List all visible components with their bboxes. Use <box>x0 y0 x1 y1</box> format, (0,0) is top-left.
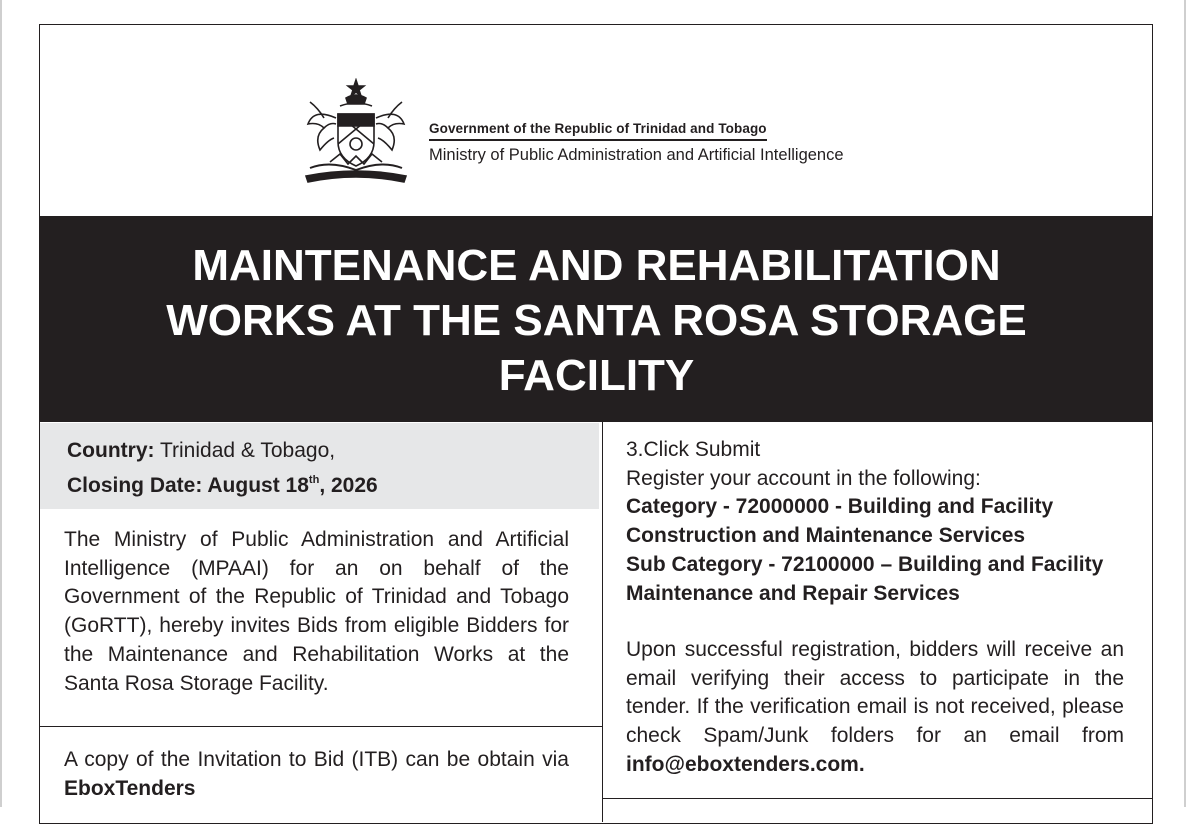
eboxtenders-link[interactable]: EboxTenders <box>64 776 196 800</box>
category-line-1: Category - 72000000 - Building and Facility <box>626 495 1054 519</box>
government-name: Government of the Republic of Trinidad and Tobago <box>429 121 767 141</box>
title-line-2: WORKS AT THE SANTA ROSA STORAGE <box>166 295 1027 345</box>
subcategory-line-2: Maintenance and Repair Services <box>626 581 960 605</box>
country-label: Country: <box>67 439 155 462</box>
page-edge <box>1184 0 1186 807</box>
title-band <box>40 216 1153 422</box>
closing-date-year: , 2026 <box>319 474 378 497</box>
register-intro: Register your account in the following: <box>626 466 981 490</box>
title-line-3: FACILITY <box>498 350 695 400</box>
closing-date-label: Closing Date: August 18 <box>67 474 309 497</box>
itb-text: A copy of the Invitation to Bid (ITB) can be obtain via <box>64 748 569 771</box>
section-divider <box>603 798 1153 799</box>
subcategory-line-1: Sub Category - 72100000 – Building and Facility <box>626 552 1104 576</box>
registration-note-text: Upon successful registration, bidders will receive an email verifying their access to participate in the tender. If the verification email is not received, please check Spam/Junk folders for an email from <box>626 638 1124 748</box>
page-edge <box>0 0 2 807</box>
step-3 <box>626 436 1126 465</box>
closing-date-suffix: th <box>308 474 320 486</box>
country-value: Trinidad & Tobago, <box>159 439 336 462</box>
intro-paragraph: The Ministry of Public Administration and Artificial Intelligence (MPAAI) for an on behalf of the Government of the Republic of Trinidad and Tobago (GoRTT), hereby invites Bids from eligible Bidders for the Maintenance and Rehabilitation Works at the Santa Rosa Storage Facility. <box>64 528 569 695</box>
notice-title <box>147 238 1047 403</box>
title-line-1: MAINTENANCE AND REHABILITATION <box>192 240 1001 290</box>
contact-email[interactable]: info@eboxtenders.com. <box>626 752 865 776</box>
column-divider <box>602 422 603 822</box>
tender-meta <box>40 423 599 509</box>
registration-note <box>626 636 1124 780</box>
country-row <box>67 439 335 463</box>
itb-paragraph <box>64 746 569 803</box>
step-3-prefix: 3.Click <box>626 438 695 461</box>
submit-label: Submit <box>694 438 761 461</box>
section-divider <box>40 726 602 727</box>
ministry-name: Ministry of Public Administration and Artificial Intelligence <box>429 146 844 164</box>
category-line-2: Construction and Maintenance Services <box>626 524 1026 548</box>
closing-date-row <box>67 474 378 498</box>
registration-steps <box>626 436 1126 608</box>
coat-of-arms-icon <box>300 78 412 184</box>
